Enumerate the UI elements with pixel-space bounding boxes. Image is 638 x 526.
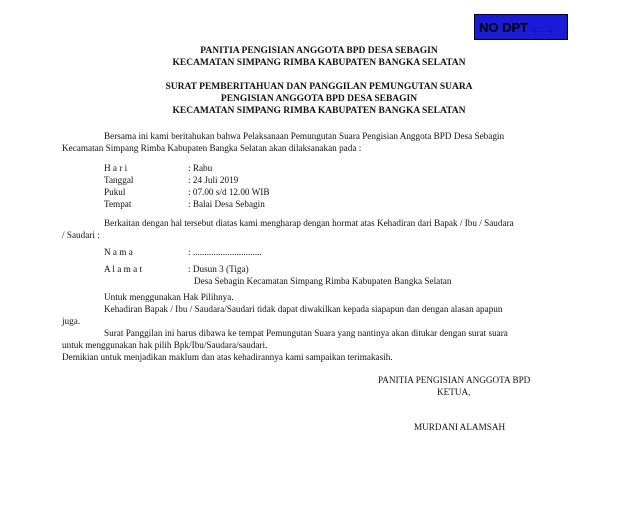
no-dpt-box [474,14,568,40]
request-line-1: Berkaitan dengan hal tersebut diatas kami mengharap dengan hormat atas Kehadiran dari Bapak / Ibu / Saudara [104,218,514,228]
header-line-1: PANITIA PENGISIAN ANGGOTA BPD DESA SEBAGIN [200,46,438,56]
signature-role: KETUA, [437,387,471,397]
notes-line-5: untuk menggunakan hak pilih Bpk/Ibu/Saudara/saudari. [62,340,268,350]
letter-title-line-3: KECAMATAN SIMPANG RIMBA KABUPATEN BANGKA SELATAN [172,106,466,116]
time-value: : 07.00 s/d 12.00 WIB [188,187,270,197]
intro-line-1: Bersama ini kami beritahukan bahwa Pelaksanaan Pemungutan Suara Pengisian Anggota BPD Desa Sebagin [104,131,505,141]
notes-line-4: Surat Panggilan ini harus dibawa ke tempat Pemungutan Suara yang nantinya akan ditukar dengan surat suara [104,328,508,338]
day-label: H a r i [104,163,128,173]
notes-line-3: juga. [62,316,81,326]
address-value-1: : Dusun 3 (Tiga) [188,264,249,274]
date-label: Tanggal [104,175,134,185]
place-value: : Balai Desa Sebagin [188,199,265,209]
closing-line: Demikian untuk menjadikan maklum dan atas kehadirannya kami sampaikan terimakasih. [62,352,393,362]
intro-line-2: Kecamatan Simpang Rimba Kabupaten Bangka Selatan akan dilaksanakan pada : [62,143,362,153]
notes-line-1: Untuk menggunakan Hak Pilihnya. [104,292,234,302]
date-value: : 24 Juli 2019 [188,175,239,185]
day-value: : Rabu [188,163,213,173]
request-line-2: / Saudari : [62,230,100,240]
signature-org: PANITIA PENGISIAN ANGGOTA BPD [378,375,531,385]
time-label: Pukul [104,187,126,197]
name-value: : .............................. [188,247,262,257]
letter-title-line-1: SURAT PEMBERITAHUAN DAN PANGGILAN PEMUNGUTAN SUARA [165,82,473,92]
signature-name: MURDANI ALAMSAH [414,422,506,432]
notes-line-2: Kehadiran Bapak / Ibu / Saudara/Saudari tidak dapat diwakilkan kepada siapapun dan dengan alasan apapun [104,304,503,314]
header-line-2: KECAMATAN SIMPANG RIMBA KABUPATEN BANGKA SELATAN [172,58,466,68]
place-label: Tempat [104,199,132,209]
letter-title-line-2: PENGISIAN ANGGOTA BPD DESA SEBAGIN [220,94,418,104]
name-label: N a m a [104,247,133,257]
address-label: A l a m a t [104,264,143,274]
address-value-2: Desa Sebagin Kecamatan Simpang Rimba Kabupaten Bangka Selatan [194,276,452,286]
no-dpt-label: NO DPT [479,19,529,35]
no-dpt-number: ( ............ ) [534,27,553,33]
